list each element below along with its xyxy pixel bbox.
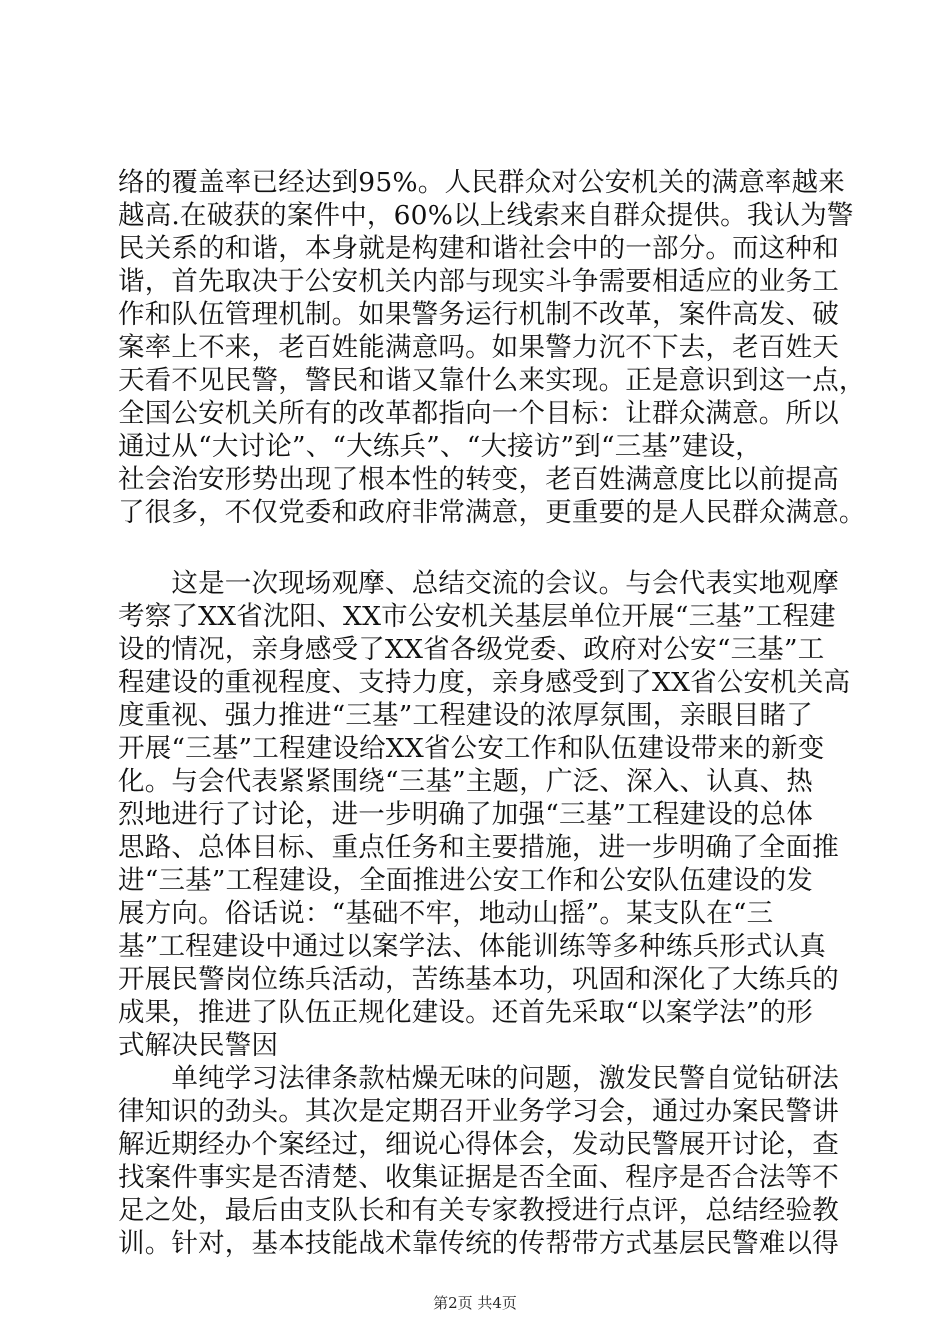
text-line: 考察了XX省沈阳、XX市公安机关基层单位开展“三基”工程建 (118, 601, 836, 632)
text-line: 络的覆盖率已经达到95%。人民群众对公安机关的满意率越来 (118, 167, 845, 198)
text-line: 天看不见民警，警民和谐又靠什么来实现。正是意识到这一点， (118, 365, 866, 396)
text-line: 找案件事实是否清楚、收集证据是否全面、程序是否合法等不 (118, 1162, 839, 1193)
text-line: 了很多，不仅党委和政府非常满意，更重要的是人民群众满意。 (118, 497, 866, 528)
text-line: 展方向。俗话说：“基础不牢，地动山摇”。某支队在“三 (118, 898, 774, 929)
text-line: 烈地进行了讨论，进一步明确了加强“三基”工程建设的总体 (118, 799, 813, 830)
text-line: 足之处，最后由支队长和有关专家教授进行点评，总结经验教 (118, 1195, 839, 1226)
text-line: 化。与会代表紧紧围绕“三基”主题，广泛、深入、认真、热 (118, 766, 813, 797)
text-line: 律知识的劲头。其次是定期召开业务学习会，通过办案民警讲 (118, 1096, 839, 1127)
text-line: 单纯学习法律条款枯燥无味的问题，激发民警自觉钻研法 (118, 1063, 839, 1094)
text-line: 开展民警岗位练兵活动，苦练基本功，巩固和深化了大练兵的 (118, 964, 839, 995)
paragraph-3 (118, 1062, 838, 1260)
text-line: 式解决民警因 (118, 1030, 279, 1061)
page-number-footer: 第2页 共4页 (433, 1294, 517, 1312)
text-line: 作和队伍管理机制。如果警务运行机制不改革，案件高发、破 (118, 299, 839, 330)
text-line: 成果，推进了队伍正规化建设。还首先采取“以案学法”的形 (118, 997, 813, 1028)
text-line: 全国公安机关所有的改革都指向一个目标：让群众满意。所以 (118, 398, 839, 429)
text-line: 案率上不来，老百姓能满意吗。如果警力沉不下去，老百姓天 (118, 332, 839, 363)
text-line: 进“三基”工程建设，全面推进公安工作和公安队伍建设的发 (118, 865, 813, 896)
text-line: 训。针对，基本技能战术靠传统的传帮带方式基层民警难以得 (118, 1228, 839, 1259)
text-line: 社会治安形势出现了根本性的转变，老百姓满意度比以前提高 (118, 464, 839, 495)
text-line: 开展“三基”工程建设给XX省公安工作和队伍建设带来的新变 (118, 733, 825, 764)
text-line: 越高.在破获的案件中，60%以上线索来自群众提供。我认为警 (118, 200, 854, 231)
text-line: 这是一次现场观摩、总结交流的会议。与会代表实地观摩 (118, 568, 839, 599)
text-line: 谐，首先取决于公安机关内部与现实斗争需要相适应的业务工 (118, 266, 839, 297)
text-line: 程建设的重视程度、支持力度，亲身感受到了XX省公安机关高 (118, 667, 851, 698)
text-line: 设的情况，亲身感受了XX省各级党委、政府对公安“三基”工 (118, 634, 825, 665)
text-line: 通过从“大讨论”、“大练兵”、“大接访”到“三基”建设， (118, 431, 762, 462)
text-line: 思路、总体目标、重点任务和主要措施，进一步明确了全面推 (118, 832, 839, 863)
document-body (118, 166, 866, 1260)
text-line: 解近期经办个案经过，细说心得体会，发动民警展开讨论，查 (118, 1129, 839, 1160)
paragraph-2 (118, 567, 851, 1062)
text-line: 民关系的和谐，本身就是构建和谐社会中的一部分。而这种和 (118, 233, 839, 264)
text-line: 基”工程建设中通过以案学法、体能训练等多种练兵形式认真 (118, 931, 826, 962)
text-line: 度重视、强力推进“三基”工程建设的浓厚氛围，亲眼目睹了 (118, 700, 813, 731)
paragraph-1 (118, 166, 866, 529)
paragraph-spacer (118, 529, 838, 567)
